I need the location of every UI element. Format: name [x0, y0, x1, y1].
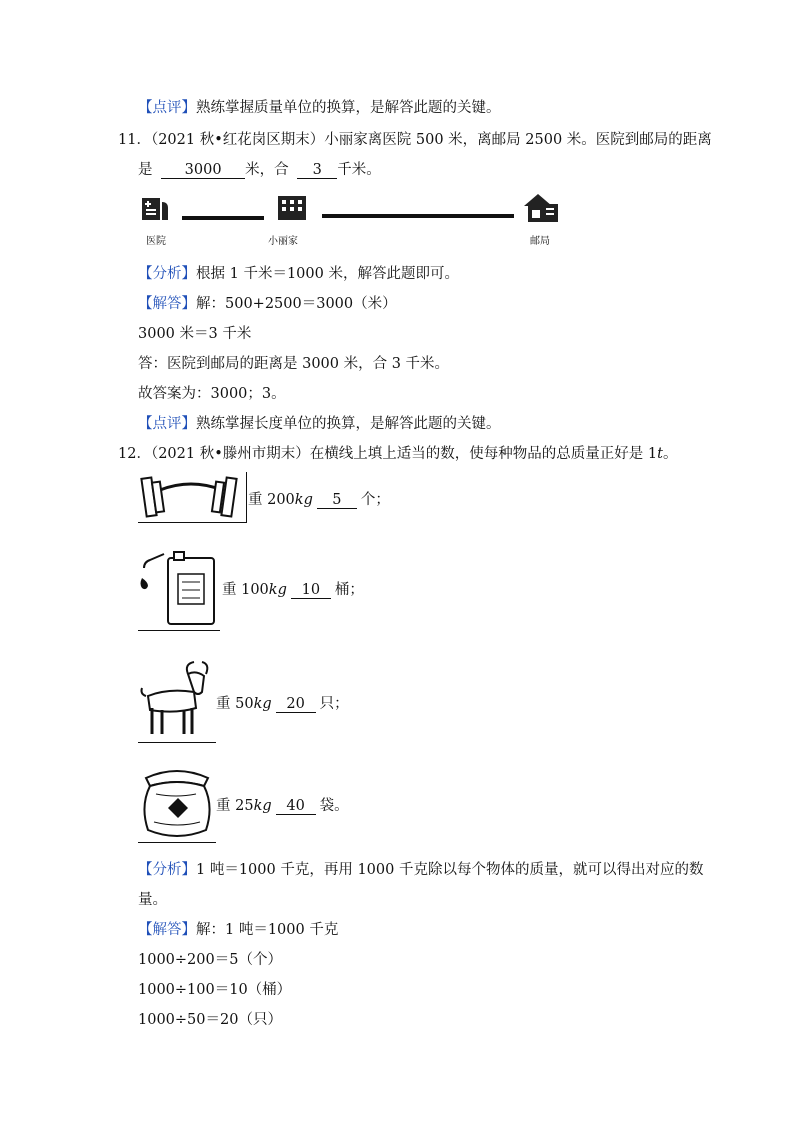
q12-analysis: 【分析】1 吨＝1000 千克，再用 1000 千克除以每个物体的质量，就可以得出对应的数 — [138, 862, 704, 878]
q12-blank-3: 20 — [276, 696, 316, 713]
q12-blank-4: 40 — [276, 798, 316, 815]
dumbbell-icon — [138, 472, 244, 520]
q11-stem — [118, 130, 712, 150]
oil-barrel-image — [138, 546, 220, 631]
building-icon — [278, 196, 306, 220]
oil-barrel-icon — [138, 546, 220, 628]
map-label-post: 邮局 — [530, 236, 550, 247]
distance-map-graphic — [138, 188, 558, 248]
q12-answer: 【解答】解：1 吨＝1000 千克 — [138, 922, 339, 938]
q11-number: 11． — [118, 132, 151, 148]
q12-calc-1: 1000÷200＝5（个） — [138, 952, 282, 968]
q12-calc-2: 1000÷100＝10（桶） — [138, 982, 292, 998]
q12-blank-2: 10 — [291, 582, 331, 599]
sack-icon — [138, 764, 216, 840]
q11-conclusion: 答：医院到邮局的距离是 3000 米，合 3 千米。 — [138, 356, 450, 372]
map-label-hospital: 医院 — [146, 236, 166, 247]
q12-item-2: 重 100kg 10 桶； — [222, 582, 364, 598]
q12-item-1: 重 200kg 5 个； — [248, 492, 390, 508]
distance-map — [138, 188, 558, 248]
q11-blank-1: 3000 — [161, 162, 245, 179]
q11-line2: 是 3000 米，合 3 千米。 — [138, 162, 381, 178]
sack-image — [138, 764, 216, 843]
q11-review: 【点评】熟练掌握长度单位的换算，是解答此题的关键。 — [138, 416, 501, 432]
q11-final: 故答案为：3000；3。 — [138, 386, 286, 402]
goat-icon — [138, 656, 216, 740]
q12-analysis-cont: 量。 — [138, 892, 167, 908]
map-label-home: 小丽家 — [268, 236, 298, 247]
q12-item-3: 重 50kg 20 只； — [216, 696, 349, 712]
review-tag: 【点评】 — [138, 100, 196, 116]
q12-calc-3: 1000÷50＝20（只） — [138, 1012, 282, 1028]
q11-blank-2: 3 — [297, 162, 337, 179]
q11-stem-text: （2021 秋•红花岗区期末）小丽家离医院 500 米，离邮局 2500 米。医院到邮局的距离 — [150, 132, 712, 148]
post-office-icon — [524, 194, 558, 222]
q11-answer: 【解答】解：500+2500＝3000（米） — [138, 296, 397, 312]
q12-blank-1: 5 — [317, 492, 357, 509]
q12-item-4: 重 25kg 40 袋。 — [216, 798, 349, 814]
review-line-1 — [138, 98, 501, 118]
dumbbell-image — [138, 472, 247, 523]
q11-analysis: 【分析】根据 1 千米＝1000 米，解答此题即可。 — [138, 266, 459, 282]
hospital-icon — [142, 198, 168, 220]
q11-step1: 3000 米＝3 千米 — [138, 326, 252, 342]
q12-stem: 12．（2021 秋•滕州市期末）在横线上填上适当的数，使每种物品的总质量正好是 1t。 — [118, 446, 678, 462]
goat-image — [138, 656, 216, 743]
review-text: 熟练掌握质量单位的换算，是解答此题的关键。 — [196, 100, 501, 116]
